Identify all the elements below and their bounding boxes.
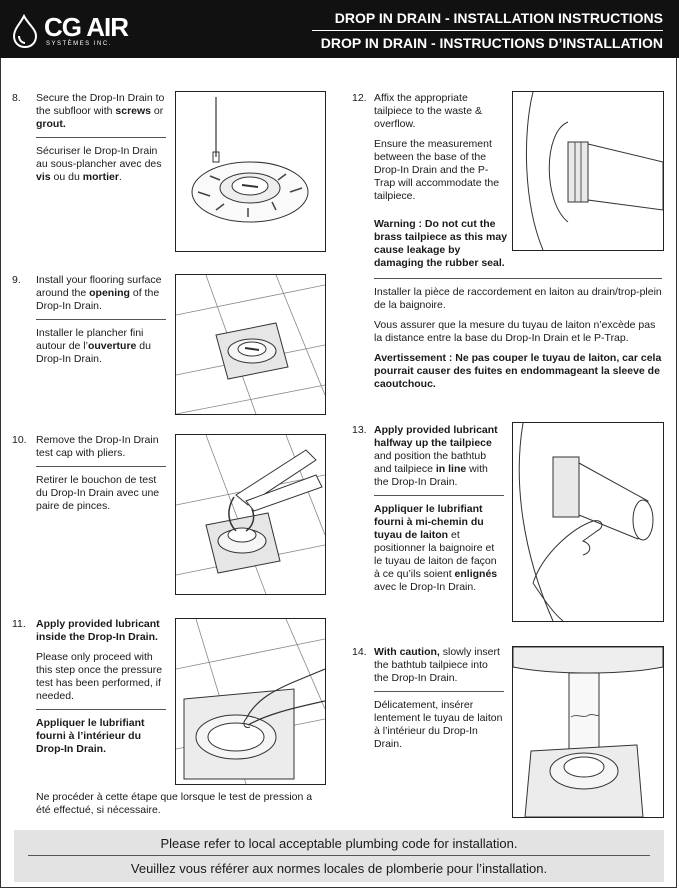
- footer-note: [14, 830, 664, 882]
- step-10-illustration: [175, 434, 326, 595]
- step-10-number: 10.: [12, 434, 27, 446]
- step-11-number: 11.: [12, 618, 26, 630]
- droplet-logo-icon: [12, 14, 42, 48]
- footer-english: Please refer to local acceptable plumbing code for installation.: [160, 836, 518, 851]
- step-12-english-1: Affix the appropriate tailpiece to the waste & overflow.: [374, 92, 482, 130]
- step-12-french-2: Vous assurer que la mesure du tuyau de laiton n’excède pas la distance entre la base du Drop-In Drain et le P-Trap.: [374, 319, 656, 344]
- step-8: [36, 92, 166, 184]
- page-header: [0, 0, 679, 58]
- header-divider: [312, 30, 663, 31]
- step-11-french-bold: Appliquer le lubrifiant fourni à l’intérieur du Drop-In Drain.: [36, 717, 145, 755]
- step-14-illustration: [512, 646, 664, 818]
- brand-logo: [12, 10, 142, 50]
- title-english: DROP IN DRAIN - INSTALLATION INSTRUCTIONS: [334, 10, 663, 26]
- step-12-warning-english: Warning : Do not cut the brass tailpiece as this may cause leakage by damaging the rubber seal.: [374, 218, 508, 269]
- step-11: [36, 618, 166, 756]
- step-9-english: Install your flooring surface around the opening of the Drop-In Drain.: [36, 274, 162, 312]
- step-8-french: Sécuriser le Drop-In Drain au sous-plancher avec des vis ou du mortier.: [36, 145, 162, 183]
- step-11-illustration: [175, 618, 326, 785]
- step-11-english-bold: Apply provided lubricant inside the Drop-In Drain.: [36, 618, 160, 643]
- logo-text: CG AIR: [44, 12, 129, 42]
- step-11-english-note: Please only proceed with this step once the pressure test has been performed, if needed.: [36, 651, 163, 702]
- title-french: DROP IN DRAIN - INSTRUCTIONS D’INSTALLATION: [320, 35, 663, 51]
- logo-subtext: SYSTÈMES INC.: [46, 41, 112, 47]
- step-14-number: 14.: [352, 646, 367, 658]
- step-14-english: With caution, slowly insert the bathtub tailpiece into the Drop-In Drain.: [374, 646, 500, 684]
- step-10-french: Retirer le bouchon de test du Drop-In Drain avec une paire de pinces.: [36, 474, 160, 512]
- step-9-french: Installer le plancher fini autour de l’ouverture du Drop-In Drain.: [36, 327, 151, 365]
- step-12-top: [374, 92, 504, 203]
- step-8-illustration: [175, 91, 326, 252]
- step-12-illustration: [512, 91, 664, 251]
- step-10-english: Remove the Drop-In Drain test cap with pliers.: [36, 434, 159, 459]
- step-13-french: Appliquer le lubrifiant fourni à mi-chemin du tuyau de laiton et positionner la baignoire et le tuyau de laiton de façon à ce qu’ils soient enlignés avec le Drop-In Drain.: [374, 503, 498, 593]
- step-12-french-warning: Avertissement : Ne pas couper le tuyau de laiton, car cela pourrait causer des fuites en endommageant la sleeve de caoutchouc.: [374, 352, 662, 390]
- step-12-english-2: Ensure the measurement between the base of the Drop-In Drain and the P-Trap will accommodate the tailpiece.: [374, 138, 500, 202]
- step-8-english: Secure the Drop-In Drain to the subfloor with screws or grout.: [36, 92, 165, 130]
- step-9: [36, 274, 166, 366]
- step-13-english: Apply provided lubricant halfway up the tailpiece and position the bathtub and tailpiece in line with the Drop-In Drain.: [374, 424, 498, 488]
- step-12-number: 12.: [352, 92, 367, 104]
- step-11-french-note: Ne procéder à cette étape que lorsque le test de pression a été effectué, si nécessaire.: [36, 791, 313, 816]
- step-12-french: [374, 278, 662, 391]
- step-13: [374, 424, 504, 594]
- footer-french: Veuillez vous référer aux normes locales de plomberie pour l’installation.: [130, 861, 548, 876]
- step-13-number: 13.: [352, 424, 367, 436]
- step-10: [36, 434, 166, 513]
- step-9-number: 9.: [12, 274, 21, 286]
- step-14: [374, 646, 504, 751]
- step-12-french-1: Installer la pièce de raccordement en laiton au drain/trop-plein de la baignoire.: [374, 286, 662, 311]
- step-9-illustration: [175, 274, 326, 415]
- step-8-number: 8.: [12, 92, 21, 104]
- footer-divider: [28, 855, 650, 856]
- step-13-illustration: [512, 422, 664, 622]
- step-14-french: Délicatement, insérer lentement le tuyau de laiton à l’intérieur du Drop-In Drain.: [374, 699, 503, 750]
